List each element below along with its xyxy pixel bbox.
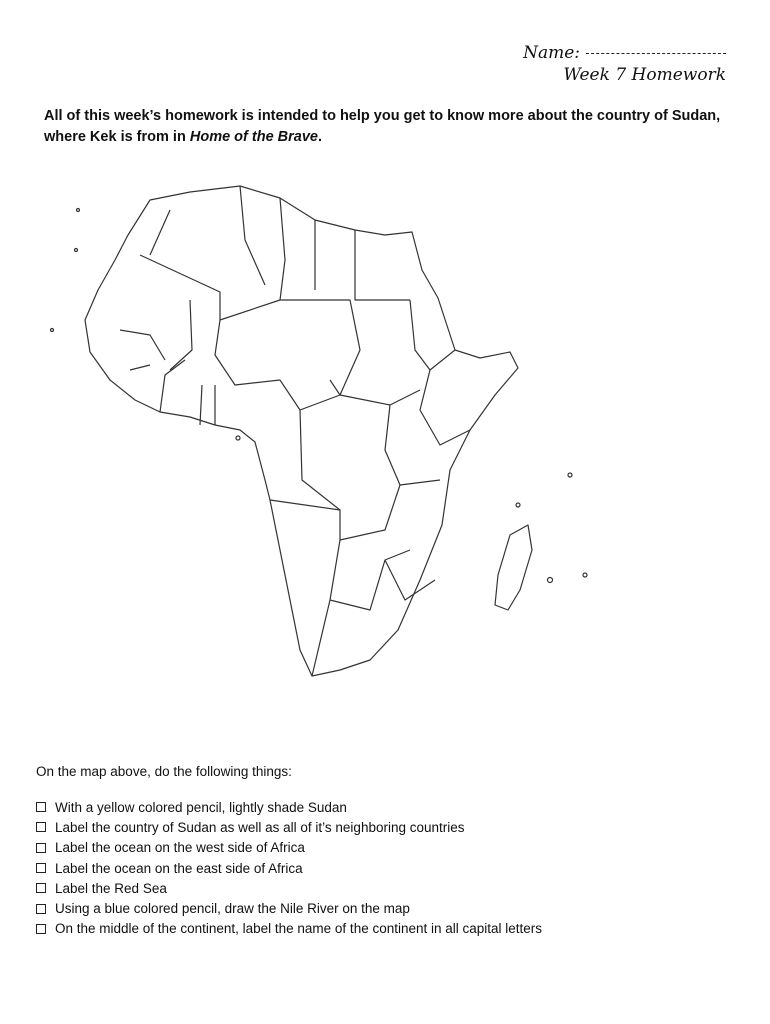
- border-line: [280, 198, 285, 300]
- task-text: Label the country of Sudan as well as all of it’s neighboring countries: [55, 819, 465, 835]
- week-title: Week 7 Homework: [563, 65, 726, 85]
- border-line: [200, 385, 202, 425]
- border-line: [385, 560, 435, 600]
- task-item: [36, 817, 542, 837]
- border-line: [240, 186, 265, 285]
- checkbox[interactable]: [36, 822, 46, 832]
- task-item: [36, 797, 542, 817]
- task-text: On the middle of the continent, label the name of the continent in all capital letters: [55, 921, 543, 937]
- task-item: [36, 838, 542, 858]
- island-dot: [75, 249, 78, 252]
- intro-text-end: .: [317, 129, 323, 145]
- name-field: [523, 42, 726, 64]
- checkbox[interactable]: [36, 924, 46, 934]
- border-line: [355, 230, 410, 300]
- task-item: [36, 898, 542, 918]
- border-line: [420, 370, 470, 445]
- task-item: [36, 878, 542, 898]
- africa-outline-map-icon: [40, 180, 600, 690]
- task-text: Using a blue colored pencil, draw the Nile River on the map: [55, 901, 410, 917]
- border-line: [300, 410, 400, 540]
- border-line: [150, 210, 170, 255]
- island-dot: [77, 209, 80, 212]
- checkbox[interactable]: [36, 883, 46, 893]
- island-dot: [51, 329, 54, 332]
- task-item: [36, 858, 542, 878]
- intro-text: All of this week’s homework is intended to help you get to know more about the country of Sudan, where Kek is from in: [44, 108, 721, 145]
- border-line: [410, 300, 455, 370]
- border-line: [330, 540, 410, 610]
- checkbox[interactable]: [36, 863, 46, 873]
- border-line: [385, 405, 440, 485]
- name-blank-line[interactable]: [586, 53, 726, 54]
- island-dot: [236, 436, 240, 440]
- checkbox[interactable]: [36, 802, 46, 812]
- instructions-lead: On the map above, do the following things:: [36, 764, 292, 779]
- task-text: With a yellow colored pencil, lightly shade Sudan: [55, 799, 347, 815]
- instructions-section: [36, 764, 542, 939]
- island-dot: [516, 503, 520, 507]
- madagascar-outline: [495, 525, 532, 610]
- border-line: [120, 330, 165, 360]
- border-line: [170, 300, 192, 370]
- border-line: [130, 365, 150, 370]
- checkbox[interactable]: [36, 843, 46, 853]
- name-label: Name:: [523, 43, 580, 63]
- task-text: Label the ocean on the west side of Africa: [55, 840, 305, 856]
- border-line: [312, 600, 330, 676]
- island-dot: [568, 473, 572, 477]
- task-checklist: [36, 797, 542, 939]
- border-line: [140, 255, 220, 320]
- worksheet-header: [523, 42, 726, 86]
- border-line: [280, 380, 420, 410]
- task-item: [36, 919, 542, 939]
- border-line: [215, 320, 280, 385]
- island-dot: [583, 573, 587, 577]
- intro-paragraph: [44, 106, 724, 148]
- border-line: [220, 300, 280, 320]
- task-text: Label the Red Sea: [55, 880, 167, 896]
- island-dot: [548, 578, 553, 583]
- border-line: [280, 300, 360, 395]
- task-text: Label the ocean on the east side of Africa: [55, 860, 303, 876]
- checkbox[interactable]: [36, 904, 46, 914]
- book-title: Home of the Brave: [189, 129, 318, 145]
